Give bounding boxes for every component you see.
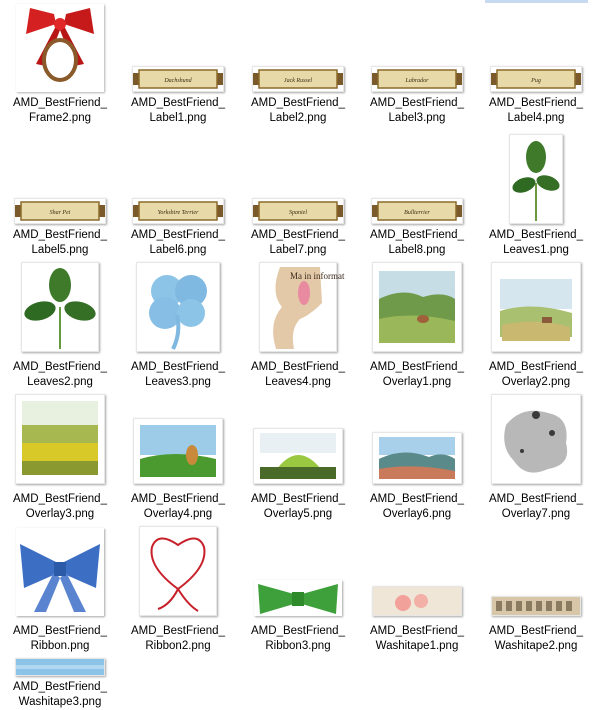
file-name: AMD_BestFriend_ bbox=[251, 97, 345, 109]
file-name-ext: Overlay2.png bbox=[501, 376, 571, 388]
file-name-ext: Overlay6.png bbox=[382, 508, 452, 520]
leaves-icon bbox=[509, 134, 563, 224]
red-bow-frame-icon bbox=[16, 4, 104, 92]
file-name-ext: Label4.png bbox=[507, 112, 565, 124]
file-name: AMD_BestFriend_ bbox=[370, 493, 464, 505]
svg-text:Dachshund: Dachshund bbox=[164, 78, 192, 84]
file-name: AMD_BestFriend_ bbox=[489, 361, 583, 373]
dog-meadow-overlay-icon bbox=[133, 418, 223, 484]
landscape-overlay-icon bbox=[372, 432, 462, 484]
gingham-bow-icon bbox=[16, 528, 104, 616]
file-name: AMD_BestFriend_ bbox=[489, 493, 583, 505]
file-name: AMD_BestFriend_ bbox=[13, 361, 107, 373]
file-name-ext: Label3.png bbox=[388, 112, 446, 124]
svg-text:Bullterrier: Bullterrier bbox=[404, 210, 430, 216]
file-name: AMD_BestFriend_ bbox=[131, 361, 225, 373]
leaves-icon bbox=[21, 262, 99, 352]
file-name: AMD_BestFriend_ bbox=[13, 97, 107, 109]
file-name: AMD_BestFriend_ bbox=[13, 229, 107, 241]
watercolor-overlay-icon bbox=[15, 394, 105, 484]
file-name: AMD_BestFriend_ bbox=[251, 625, 345, 637]
label-plate-icon bbox=[14, 198, 106, 224]
file-name-ext: Overlay3.png bbox=[25, 508, 95, 520]
file-name: AMD_BestFriend_ bbox=[489, 625, 583, 637]
grunge-splatter-icon bbox=[491, 394, 581, 484]
file-name-ext: Leaves1.png bbox=[503, 244, 569, 256]
file-name: AMD_BestFriend_ bbox=[13, 625, 107, 637]
file-name-ext: Ribbon3.png bbox=[265, 640, 331, 652]
file-name-ext: Overlay4.png bbox=[143, 508, 213, 520]
file-name: AMD_BestFriend_ bbox=[131, 625, 225, 637]
label-plate-icon bbox=[371, 66, 463, 92]
file-name: AMD_BestFriend_ bbox=[370, 229, 464, 241]
newspaper-leaf-icon bbox=[259, 262, 345, 352]
file-name-ext: Washitape2.png bbox=[494, 640, 578, 652]
washi-tape-icon bbox=[491, 596, 581, 616]
file-name-ext: Overlay5.png bbox=[263, 508, 333, 520]
svg-text:Ma in informat: Ma in informat bbox=[290, 271, 345, 281]
file-name: AMD_BestFriend_ bbox=[251, 361, 345, 373]
file-name-ext: Label2.png bbox=[269, 112, 327, 124]
label-plate-icon bbox=[132, 198, 224, 224]
file-name: AMD_BestFriend_ bbox=[489, 97, 583, 109]
file-name: AMD_BestFriend_ bbox=[131, 493, 225, 505]
file-name-ext: Ribbon.png bbox=[30, 640, 90, 652]
washi-tape-icon bbox=[372, 586, 462, 616]
label-plate-icon bbox=[252, 198, 344, 224]
file-name-ext: Overlay7.png bbox=[501, 508, 571, 520]
file-name-ext: Leaves4.png bbox=[265, 376, 331, 388]
file-name: AMD_BestFriend_ bbox=[131, 97, 225, 109]
file-name-ext: Label6.png bbox=[149, 244, 207, 256]
file-name-ext: Leaves2.png bbox=[27, 376, 93, 388]
green-bow-icon bbox=[254, 580, 342, 616]
file-name: AMD_BestFriend_ bbox=[13, 681, 107, 693]
blue-clover-leaf-icon bbox=[136, 262, 220, 352]
file-name: AMD_BestFriend_ bbox=[370, 361, 464, 373]
label-plate-icon bbox=[490, 66, 582, 92]
scrollbar-thumb[interactable] bbox=[485, 0, 588, 3]
file-name: AMD_BestFriend_ bbox=[251, 229, 345, 241]
file-name-ext: Overlay1.png bbox=[382, 376, 452, 388]
file-name: AMD_BestFriend_ bbox=[370, 97, 464, 109]
landscape-overlay-icon bbox=[491, 262, 581, 352]
landscape-overlay-icon bbox=[372, 262, 462, 352]
file-name-ext: Label5.png bbox=[31, 244, 89, 256]
svg-text:Shar Pei: Shar Pei bbox=[49, 210, 71, 216]
file-name-ext: Washitape1.png bbox=[375, 640, 459, 652]
file-name-ext: Label1.png bbox=[149, 112, 207, 124]
file-name-ext: Label8.png bbox=[388, 244, 446, 256]
svg-text:Yorkshire Terrier: Yorkshire Terrier bbox=[157, 210, 199, 216]
file-name: AMD_BestFriend_ bbox=[131, 229, 225, 241]
svg-text:Jack Russel: Jack Russel bbox=[283, 78, 313, 84]
svg-text:Pug: Pug bbox=[531, 78, 541, 84]
label-plate-icon bbox=[371, 198, 463, 224]
washi-tape-icon bbox=[15, 658, 105, 676]
file-name: AMD_BestFriend_ bbox=[13, 493, 107, 505]
file-name: AMD_BestFriend_ bbox=[251, 493, 345, 505]
file-name-ext: Ribbon2.png bbox=[145, 640, 211, 652]
file-name-ext: Leaves3.png bbox=[145, 376, 211, 388]
label-plate-icon bbox=[252, 66, 344, 92]
string-heart-icon bbox=[139, 526, 217, 616]
file-name-ext: Washitape3.png bbox=[18, 696, 102, 708]
file-name-ext: Frame2.png bbox=[28, 112, 91, 124]
svg-text:Labrador: Labrador bbox=[405, 78, 429, 84]
svg-text:Spaniel: Spaniel bbox=[289, 210, 307, 216]
file-name-ext: Label7.png bbox=[269, 244, 327, 256]
label-plate-icon bbox=[132, 66, 224, 92]
hill-overlay-icon bbox=[253, 428, 343, 484]
file-name: AMD_BestFriend_ bbox=[370, 625, 464, 637]
file-name: AMD_BestFriend_ bbox=[489, 229, 583, 241]
